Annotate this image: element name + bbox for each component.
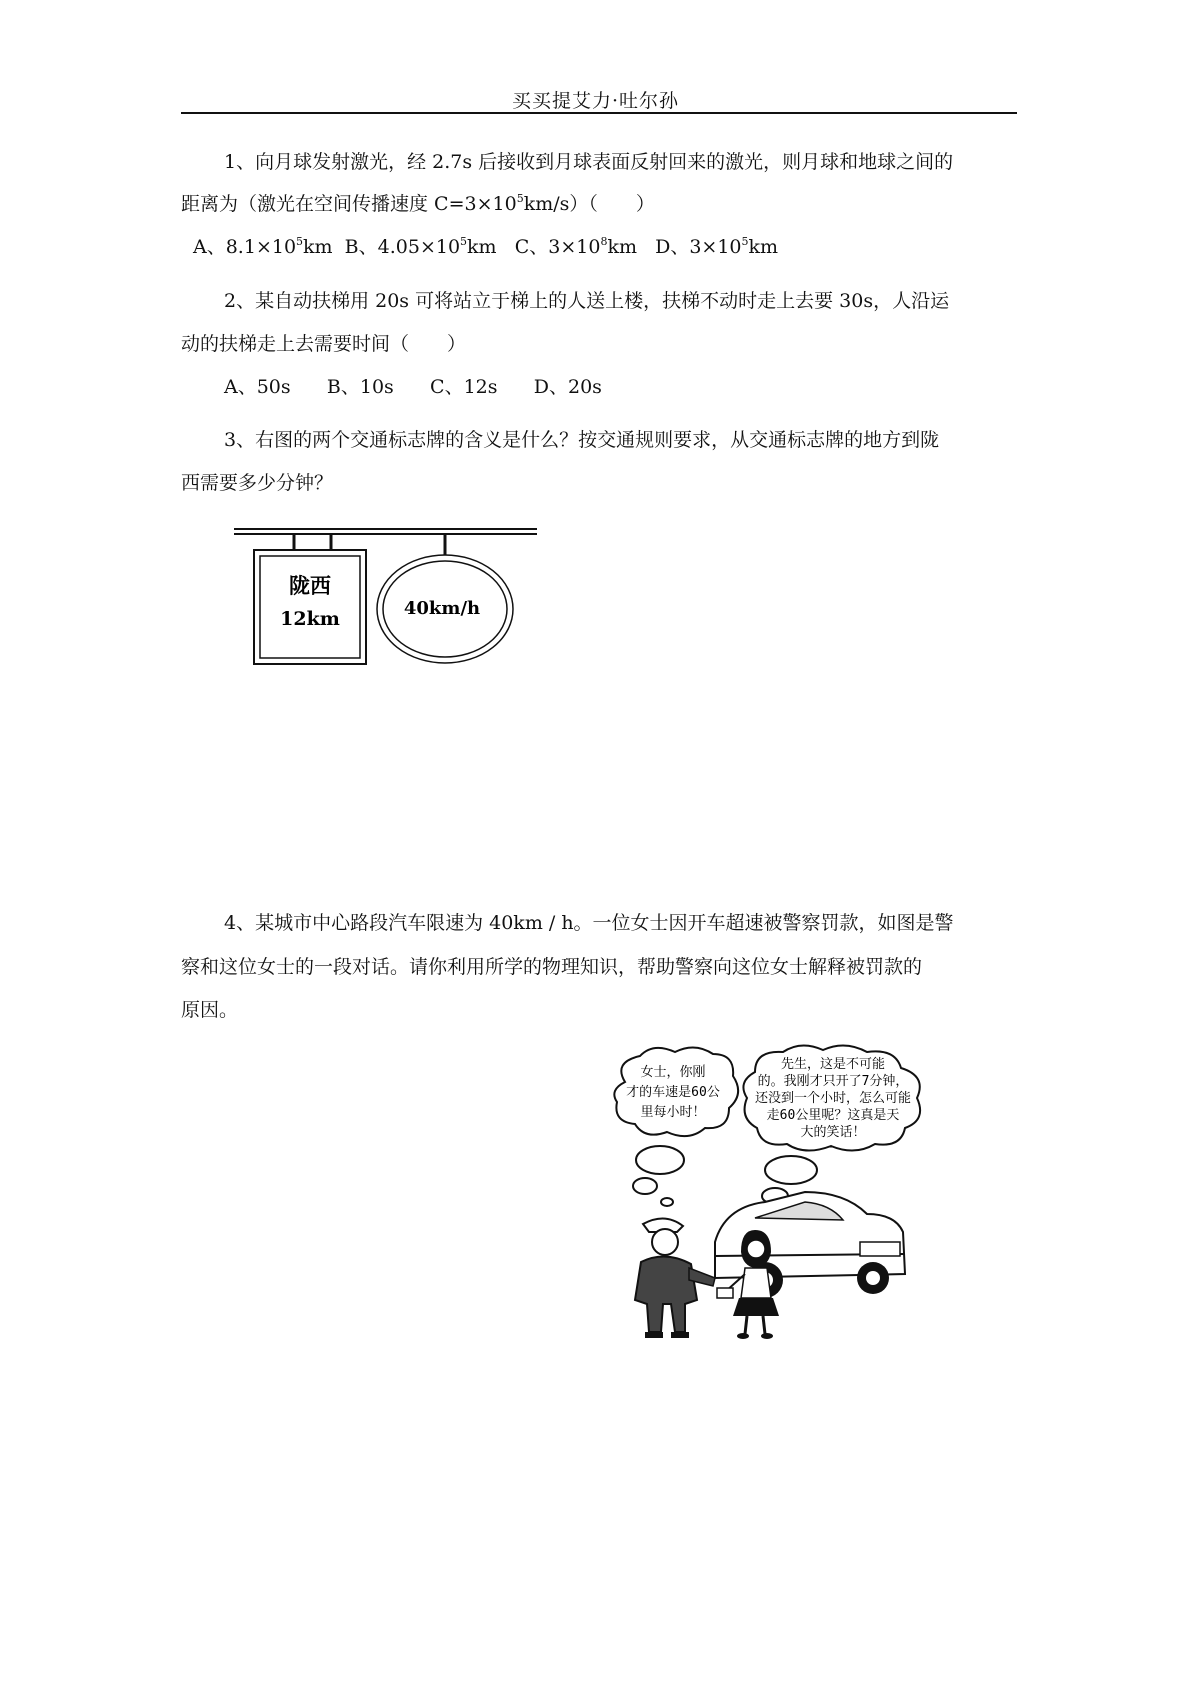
option-a: A、$8.1\times 10^5km$ — [193, 235, 333, 258]
question-1-options — [193, 235, 778, 259]
question-3-line-2: 西需要多少分钟？ — [181, 472, 334, 494]
question-2-options — [224, 375, 602, 399]
woman-bubble-line-5: 大的笑话！ — [800, 1125, 866, 1140]
question-2-line-2: 动的扶梯走上去需要时间（ ） — [181, 333, 467, 355]
header-divider — [181, 112, 1017, 114]
woman-bubble-line-1: 先生，这是不可能 — [780, 1057, 886, 1072]
distance-sign — [254, 550, 366, 664]
woman-bubble-line-3: 还没到一个小时，怎么可能 — [754, 1091, 912, 1106]
traffic-signs-figure — [230, 520, 540, 666]
option-c: C、$3\times 10^8km$ — [514, 235, 637, 258]
question-4-line-1: 4、某城市中心路段汽车限速为 40km / h。一位女士因开车超速被警察罚款，如图是警 — [224, 912, 954, 934]
police-officer-figure — [635, 1218, 715, 1338]
sign-speed-label: 40km/h — [403, 598, 481, 619]
sign-place-label: 陇西 — [289, 573, 331, 598]
option-c: C、12s — [430, 376, 498, 398]
woman-bubble-line-2: 的。我刚才只开了7分钟， — [757, 1074, 909, 1089]
option-d: D、20s — [533, 376, 602, 398]
woman-bubble-line-4: 走60公里呢？这真是天 — [766, 1108, 900, 1123]
question-2-line-1: 2、某自动扶梯用 20s 可将站立于梯上的人送上楼，扶梯不动时走上去要 30s，人沿运 — [224, 290, 950, 312]
question-1-line-1: 1、向月球发射激光，经 2.7s 后接收到月球表面反射回来的激光，则月球和地球之间的 — [224, 151, 954, 173]
police-bubble-line-1: 女士，你刚 — [640, 1065, 706, 1080]
option-b: B、$4.05\times 10^5km$ — [344, 235, 497, 258]
police-bubble-line-3: 里每小时！ — [640, 1105, 706, 1120]
question-1-line-2: 距离为（激光在空间传播速度 $C=3\times 10^5km/s$）（ ） — [181, 192, 655, 215]
option-d: D、$3\times 10^5km$ — [655, 235, 779, 258]
police-dialog-cartoon — [605, 1042, 935, 1342]
page-header: 买买提艾力·吐尔孙 — [511, 90, 680, 112]
police-bubble-line-2: 才的车速是60公 — [626, 1085, 720, 1100]
question-4-line-3: 原因。 — [181, 999, 239, 1021]
sign-distance-label: 12km — [280, 608, 340, 630]
option-b: B、10s — [326, 376, 394, 398]
option-a: A、50s — [224, 376, 291, 398]
question-4-line-2: 察和这位女士的一段对话。请你利用所学的物理知识，帮助警察向这位女士解释被罚款的 — [181, 956, 923, 978]
question-3-line-1: 3、右图的两个交通标志牌的含义是什么？按交通规则要求，从交通标志牌的地方到陇 — [224, 429, 940, 451]
